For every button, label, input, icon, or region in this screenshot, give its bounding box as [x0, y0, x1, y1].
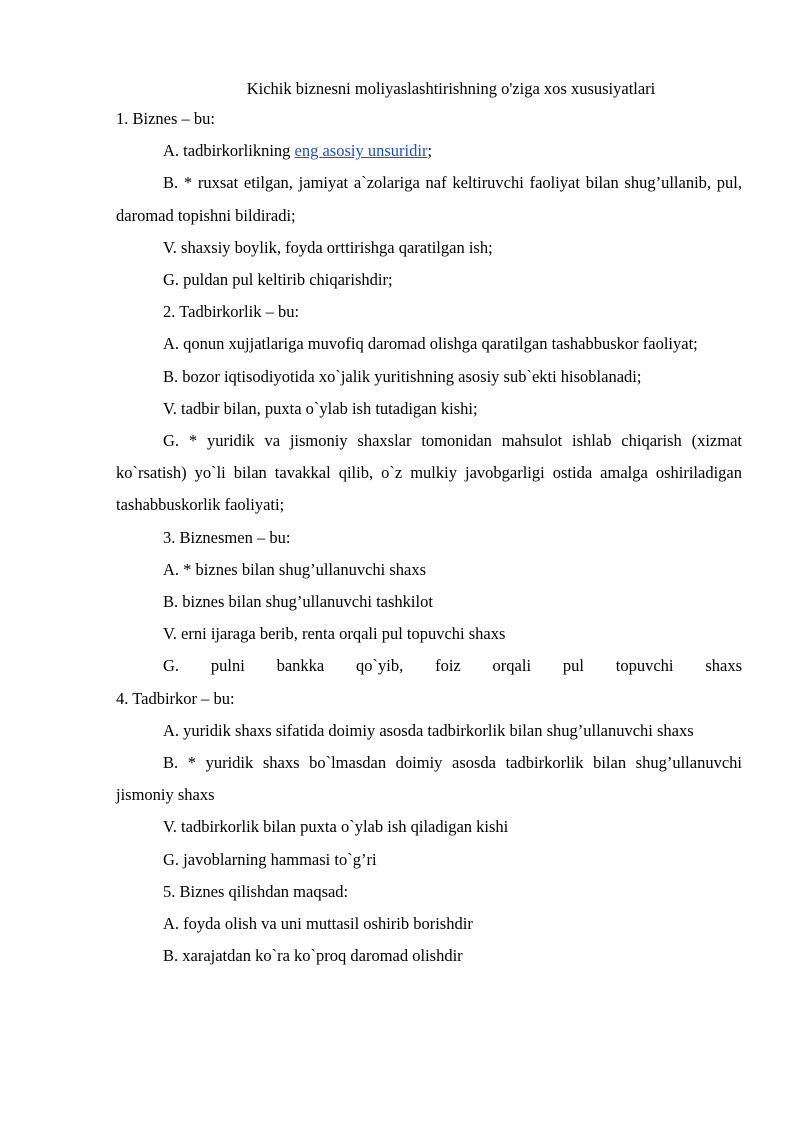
question-3-heading: 3. Biznesmen – bu: [163, 527, 291, 547]
document-page [116, 74, 742, 972]
hyperlink[interactable]: eng asosiy unsuridir [294, 141, 428, 161]
question-5-option-b: B. xarajatdan ko`ra ko`proq daromad olishdir [163, 946, 463, 966]
question-2-heading: 2. Tadbirkorlik – bu: [163, 302, 300, 322]
question-1-option-v: V. shaxsiy boylik, foyda orttirishga qaratilgan ish; [163, 237, 493, 257]
question-5-option-a: A. foyda olish va uni muttasil oshirib borishdir [163, 914, 473, 934]
question-3-option-a: A. * biznes bilan shug’ullanuvchi shaxs [163, 559, 427, 579]
question-4-option-g: G. javoblarning hammasi to`g’ri [163, 849, 377, 869]
question-3-option-v: V. erni ijaraga berib, renta orqali pul topuvchi shaxs [163, 624, 506, 644]
question-5-heading: 5. Biznes qilishdan maqsad: [163, 881, 349, 901]
question-4-option-v: V. tadbirkorlik bilan puxta o`ylab ish qiladigan kishi [163, 817, 509, 837]
question-4-heading: 4. Tadbirkor – bu: [116, 688, 235, 708]
option-a-text: A. tadbirkorlikning [163, 141, 295, 161]
question-3-option-g: G. pulni bankka qo`yib, foiz orqali pul topuvchi shaxs [163, 656, 742, 676]
question-4-option-b: B. * yuridik shaxs bo`lmasdan doimiy asosda tadbirkorlik bilan shug’ullanuvchi jismoniy shaxs [116, 753, 742, 805]
question-3-option-b: B. biznes bilan shug’ullanuvchi tashkilot [163, 592, 433, 612]
question-2-option-g: G. * yuridik va jismoniy shaxslar tomonidan mahsulot ishlab chiqarish (xizmat ko`rsatish) yo`li bilan tavakkal qilib, o`z mulkiy javobgarligi ostida amalga oshiriladigan tashabbuskorlik faoliyati; [116, 431, 742, 515]
question-2-option-a: A. qonun xujjatlariga muvofiq daromad olishga qaratilgan tashabbuskor faoliyat; [163, 334, 698, 354]
question-1-option-b: B. * ruxsat etilgan, jamiyat a`zolariga naf keltiruvchi faoliyat bilan shug’ullanib, pul, daromad topishni bildiradi; [116, 173, 742, 225]
question-2-option-v: V. tadbir bilan, puxta o`ylab ish tutadigan kishi; [163, 398, 478, 418]
question-1-option-a [116, 135, 742, 167]
document-title: Kichik biznesni moliyaslashtirishning o'ziga xos xususiyatlari [246, 79, 656, 98]
option-a-suffix: ; [427, 141, 433, 161]
question-2-option-b: B. bozor iqtisodiyotida xo`jalik yuritishning asosiy sub`ekti hisoblanadi; [163, 366, 642, 386]
question-1-heading: 1. Biznes – bu: [116, 109, 215, 128]
question-4-option-a: A. yuridik shaxs sifatida doimiy asosda tadbirkorlik bilan shug’ullanuvchi shaxs [163, 720, 694, 740]
question-1-option-g: G. puldan pul keltirib chiqarishdir; [163, 270, 393, 290]
